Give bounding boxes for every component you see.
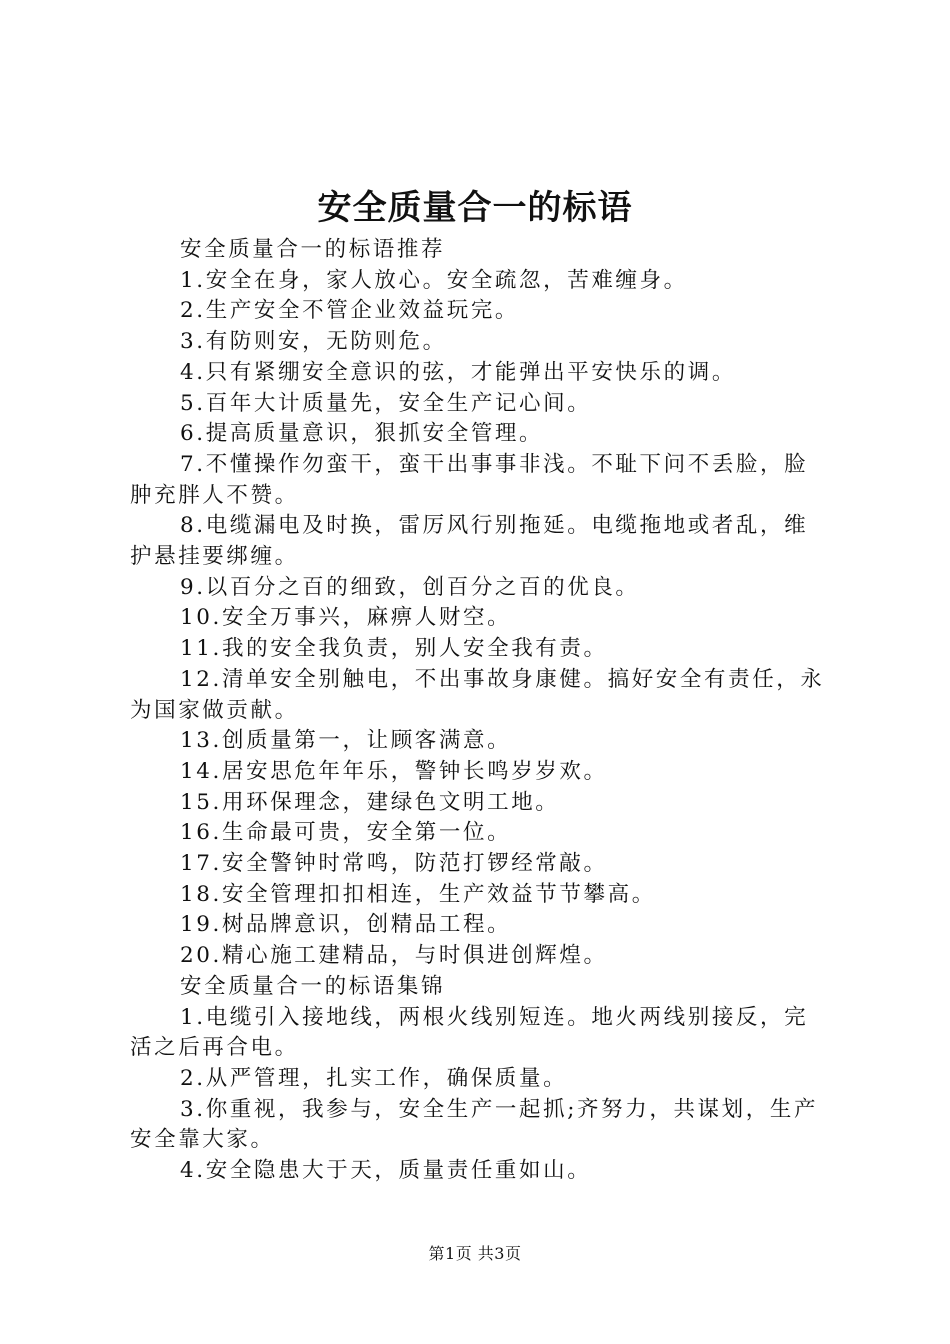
paragraph: 14.居安思危年年乐，警钟长鸣岁岁欢。 — [180, 758, 608, 784]
paragraph: 4.安全隐患大于天，质量责任重如山。 — [180, 1158, 592, 1184]
paragraph: 8.电缆漏电及时换，雷厉风行别拖延。电缆拖地或者乱，维护悬挂要绑缠。 — [130, 513, 809, 570]
paragraph: 6.提高质量意识，狠抓安全管理。 — [180, 421, 544, 447]
paragraph: 10.安全万事兴，麻痹人财空。 — [180, 605, 512, 631]
paragraph: 11.我的安全我负责，别人安全我有责。 — [180, 636, 608, 662]
paragraph: 17.安全警钟时常鸣，防范打锣经常敲。 — [180, 851, 608, 877]
paragraph: 2.从严管理，扎实工作，确保质量。 — [180, 1065, 568, 1091]
paragraph: 4.只有紧绷安全意识的弦，才能弹出平安快乐的调。 — [180, 359, 736, 385]
paragraph: 13.创质量第一，让顾客满意。 — [180, 728, 512, 754]
page-footer: 第1页 共3页 — [428, 1244, 522, 1263]
paragraph: 15.用环保理念，建绿色文明工地。 — [180, 789, 560, 815]
paragraph: 安全质量合一的标语集锦 — [180, 973, 446, 999]
paragraph: 3.你重视，我参与，安全生产一起抓;齐努力，共谋划，生产安全靠大家。 — [130, 1096, 819, 1153]
paragraph: 18.安全管理扣扣相连，生产效益节节攀高。 — [180, 881, 656, 907]
paragraph: 1.安全在身，家人放心。安全疏忽，苦难缠身。 — [180, 267, 688, 293]
paragraph: 2.生产安全不管企业效益玩完。 — [180, 298, 520, 324]
document-title: 安全质量合一的标语 — [317, 188, 633, 228]
paragraph: 3.有防则安，无防则危。 — [180, 329, 447, 355]
paragraph: 19.树品牌意识，创精品工程。 — [180, 912, 512, 938]
paragraph: 12.清单安全别触电，不出事故身康健。搞好安全有责任，永为国家做贡献。 — [130, 666, 825, 723]
paragraph: 16.生命最可贵，安全第一位。 — [180, 820, 512, 846]
document-body — [130, 235, 830, 1187]
paragraph: 1.电缆引入接地线，两根火线别短连。地火两线别接反，完活之后再合电。 — [130, 1004, 809, 1061]
paragraph: 20.精心施工建精品，与时俱进创辉煌。 — [180, 943, 608, 969]
paragraph: 5.百年大计质量先，安全生产记心间。 — [180, 390, 592, 416]
paragraph: 安全质量合一的标语推荐 — [180, 237, 446, 262]
paragraph: 9.以百分之百的细致，创百分之百的优良。 — [180, 574, 640, 600]
paragraph: 7.不懂操作勿蛮干，蛮干出事事非浅。不耻下问不丢脸，脸肿充胖人不赞。 — [130, 451, 809, 508]
